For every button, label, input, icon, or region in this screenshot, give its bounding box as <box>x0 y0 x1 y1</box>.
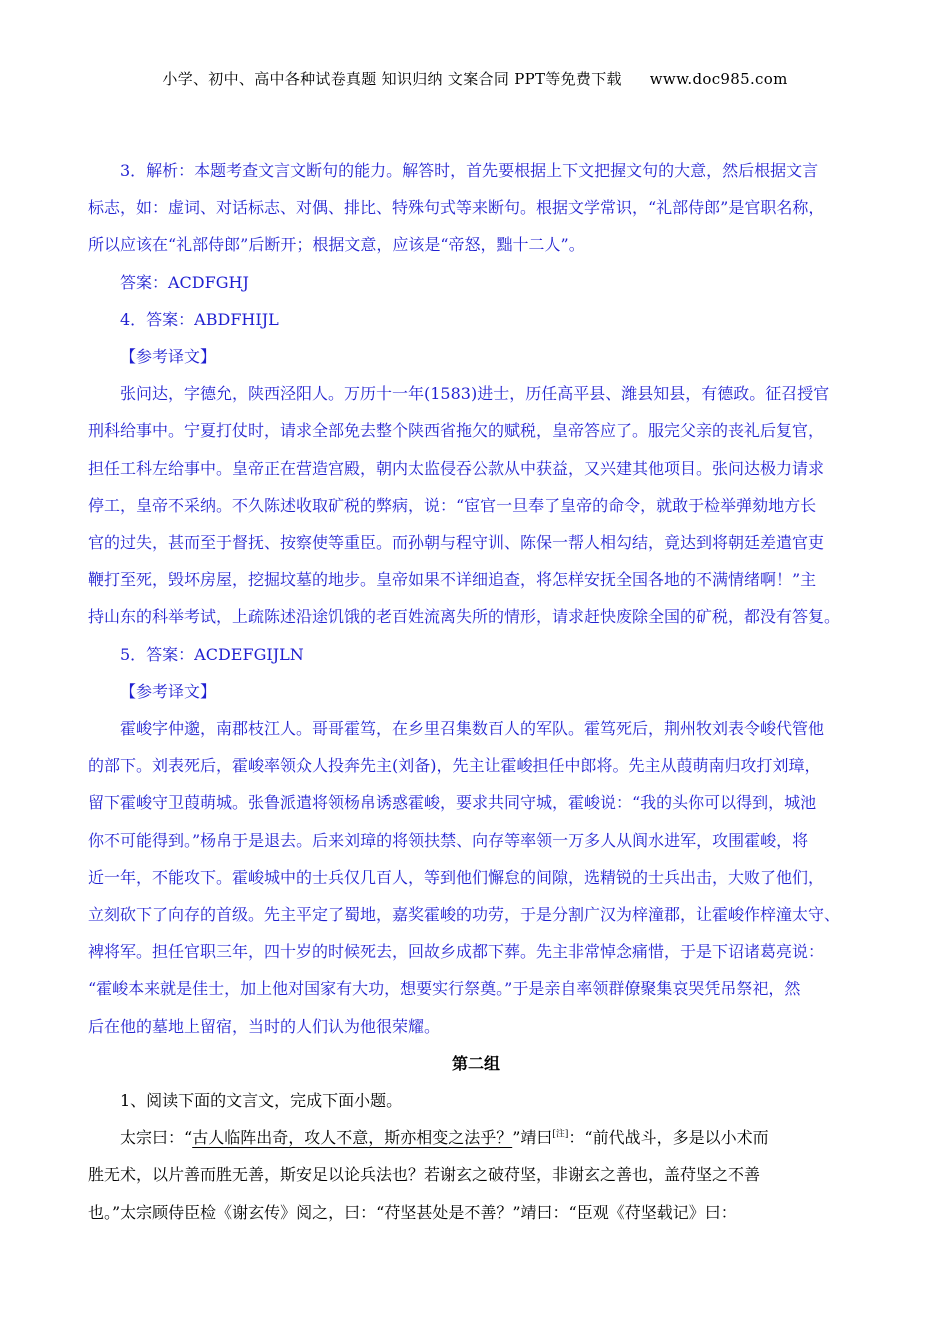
item4-line-2: 刑科给事中。宁夏打仗时，请求全部免去整个陕西省拖欠的赋税，皇帝答应了。服完父亲的丧礼后复官， <box>88 421 825 441</box>
document-body <box>88 152 864 1231</box>
item5-line-7: 裨将军。担任官职三年，四十岁的时候死去，回故乡成都下葬。先主非常悼念痛惜，于是下诏诸葛亮说： <box>88 942 825 962</box>
header-text: 小学、初中、高中各种试卷真题 知识归纳 文案合同 PPT等免费下载 <box>162 70 622 88</box>
passage-line-1-post: ：“前代战斗，多是以小术而 <box>568 1128 769 1148</box>
item5-line-6: 立刻砍下了向存的首级。先主平定了蜀地，嘉奖霍峻的功劳，于是分割广汉为梓潼郡，让霍峻作梓潼太守、 <box>88 905 841 925</box>
item4-answer: 4．答案：ABDFHIJL <box>120 309 279 329</box>
item5-line-1: 霍峻字仲邈，南郡枝江人。哥哥霍笃，在乡里召集数百人的军队。霍笃死后，荆州牧刘表令峻代管他 <box>120 719 825 739</box>
passage-line-1-mid: ”靖曰 <box>512 1128 553 1148</box>
item3-line-1: 3．解析：本题考查文言文断句的能力。解答时，首先要根据上下文把握文句的大意，然后根据文言 <box>120 161 819 180</box>
section-title: 第二组 <box>451 1053 500 1073</box>
item5-line-9: 后在他的墓地上留宿，当时的人们认为他很荣耀。 <box>88 1016 441 1036</box>
item5-line-3: 留下霍峻守卫葭萌城。张鲁派遣将领杨帛诱惑霍峻，要求共同守城，霍峻说：“我的头你可以得到，城池 <box>88 793 817 813</box>
item4-line-7: 持山东的科举考试，上疏陈述沿途饥饿的老百姓流离失所的情形，请求赶快废除全国的矿税，都没有答复。 <box>88 607 841 627</box>
header-url[interactable]: www.doc985.com <box>649 70 788 88</box>
item4-line-6: 鞭打至死，毁坏房屋，挖掘坟墓的地步。皇帝如果不详细追查，将怎样安抚全国各地的不满情绪啊！”主 <box>88 570 817 590</box>
passage-line-3: 也。”太宗顾侍臣检《谢玄传》阅之，曰：“苻坚甚处是不善？”靖曰：“臣观《苻坚载记》曰： <box>88 1202 737 1222</box>
item3-answer: 答案：ACDFGHJ <box>120 272 249 292</box>
passage-line-2: 胜无术，以片善而胜无善，斯安足以论兵法也？若谢玄之破苻坚，非谢玄之善也，盖苻坚之不善 <box>88 1165 761 1185</box>
item5-line-5: 近一年，不能攻下。霍峻城中的士兵仅几百人，等到他们懈怠的间隙，选精锐的士兵出击，大败了他们， <box>88 867 825 887</box>
item4-line-5: 官的过失，甚而至于督抚、按察使等重臣。而孙朝与程守训、陈保一帮人相勾结，竟达到将朝廷差遣官吏 <box>88 533 825 553</box>
footnote-marker[interactable]: [注] <box>552 1129 569 1140</box>
page-header <box>0 68 950 89</box>
item3-line-2: 标志，如：虚词、对话标志、对偶、排比、特殊句式等来断句。根据文学常识，“礼部侍郎”是官职名称， <box>88 198 825 218</box>
underlined-sentence: 古人临阵出奇，攻人不意，斯亦相变之法乎？ <box>192 1128 513 1148</box>
question-1-prompt: 1、阅读下面的文言文，完成下面小题。 <box>120 1091 403 1111</box>
passage-line-1-pre: 太宗曰：“ <box>120 1128 193 1148</box>
item5-line-4: 你不可能得到。”杨帛于是退去。后来刘璋的将领扶禁、向存等率领一万多人从阆水进军，攻围霍峻，将 <box>88 830 809 850</box>
item4-line-4: 停工，皇帝不采纳。不久陈述收取矿税的弊病，说：“宦官一旦奉了皇帝的命令，就敢于检举弹劾地方长 <box>88 495 817 515</box>
item3-line-3: 所以应该在“礼部侍郎”后断开；根据文意，应该是“帝怒，黜十二人”。 <box>88 235 585 255</box>
item4-line-1: 张问达，字德允，陕西泾阳人。万历十一年(1583)进士，历任高平县、潍县知县，有德政。征召授官 <box>120 384 830 404</box>
passage-line-1 <box>88 1119 864 1156</box>
item5-ref-title: 【参考译文】 <box>120 681 217 701</box>
item5-answer: 5．答案：ACDEFGIJLN <box>120 644 304 664</box>
item4-ref-title: 【参考译文】 <box>120 347 217 367</box>
item4-line-3: 担任工科左给事中。皇帝正在营造宫殿，朝内太监侵吞公款从中获益，又兴建其他项目。张问达极力请求 <box>88 458 825 478</box>
item5-line-2: 的部下。刘表死后，霍峻率领众人投奔先主(刘备)，先主让霍峻担任中郎将。先主从葭萌南归攻打刘璋， <box>88 756 821 776</box>
item5-line-8: “霍峻本来就是佳士，加上他对国家有大功，想要实行祭奠。”于是亲自率领群僚聚集哀哭凭吊祭祀，然 <box>88 979 801 999</box>
